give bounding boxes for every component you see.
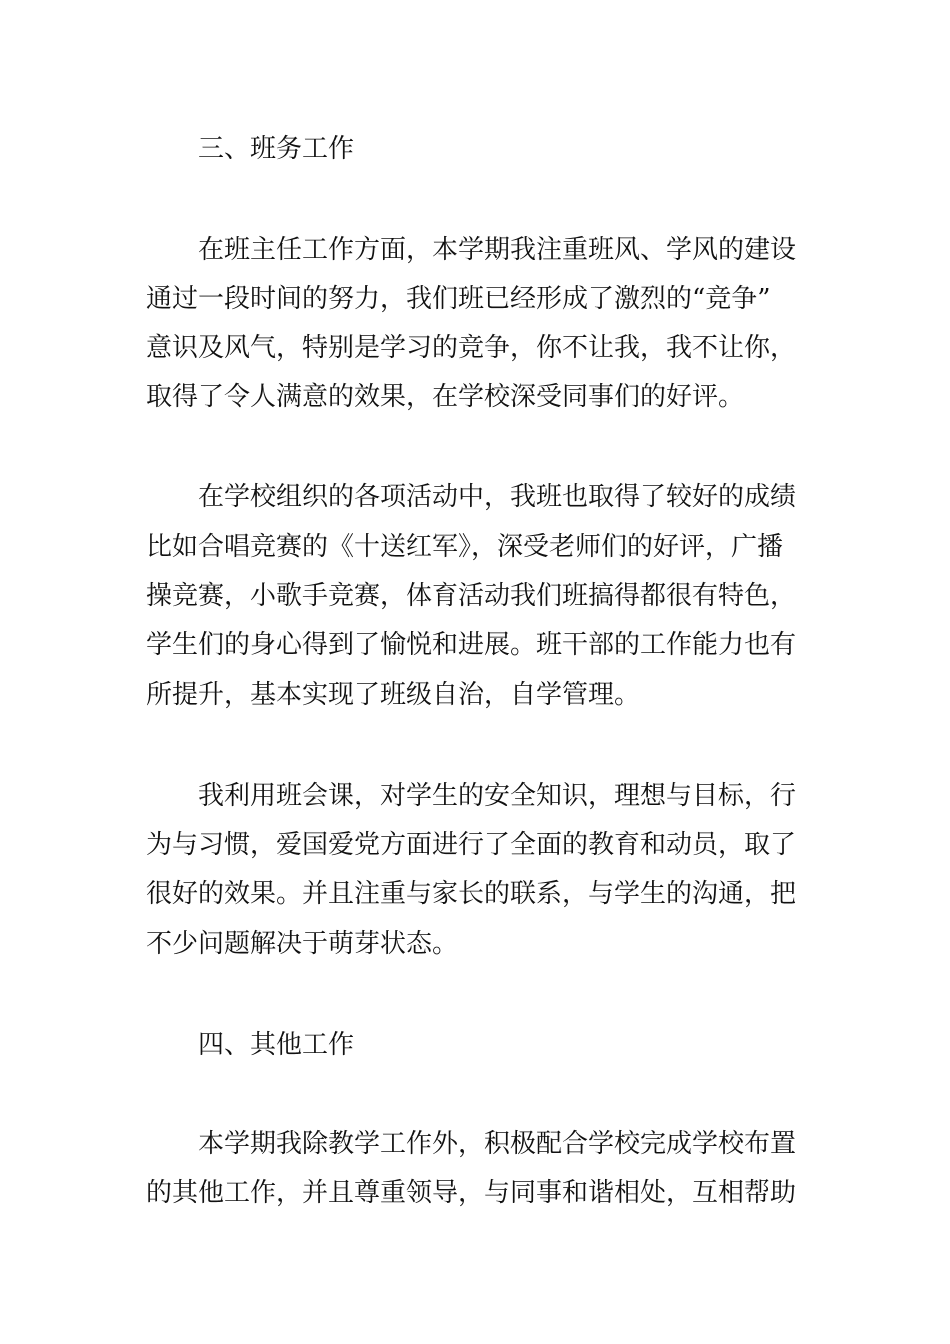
paragraph-line: 很好的效果。并且注重与家长的联系，与学生的沟通，把 (146, 879, 797, 909)
paragraph-line: 为与习惯，爱国爱党方面进行了全面的教育和动员，取了 (146, 830, 797, 860)
paragraph-line: 不少问题解决于萌芽状态。 (146, 929, 459, 959)
paragraph-line: 操竞赛，小歌手竞赛，体育活动我们班搞得都很有特色， (146, 581, 797, 611)
paragraph-line: 比如合唱竞赛的《十送红军》，深受老师们的好评，广播 (146, 532, 784, 562)
paragraph-line: 意识及风气，特别是学习的竞争，你不让我，我不让你， (146, 333, 797, 363)
paragraph-line: 在班主任工作方面，本学期我注重班风、学风的建设 (198, 235, 797, 265)
paragraph-line: 所提升，基本实现了班级自治，自学管理。 (146, 680, 641, 710)
paragraph-line: 通过一段时间的努力，我们班已经形成了激烈的“竞争” (146, 284, 771, 314)
section-heading: 四、其他工作 (198, 1030, 355, 1060)
paragraph-line: 我利用班会课，对学生的安全知识，理想与目标，行 (198, 781, 797, 811)
section-heading: 三、班务工作 (198, 134, 355, 164)
paragraph-line: 在学校组织的各项活动中，我班也取得了较好的成绩 (198, 482, 797, 512)
paragraph-line: 本学期我除教学工作外，积极配合学校完成学校布置 (198, 1129, 797, 1159)
paragraph-line: 取得了令人满意的效果，在学校深受同事们的好评。 (146, 382, 745, 412)
paragraph-line: 的其他工作，并且尊重领导，与同事和谐相处，互相帮助 (146, 1178, 797, 1208)
paragraph-line: 学生们的身心得到了愉悦和进展。班干部的工作能力也有 (146, 630, 797, 660)
